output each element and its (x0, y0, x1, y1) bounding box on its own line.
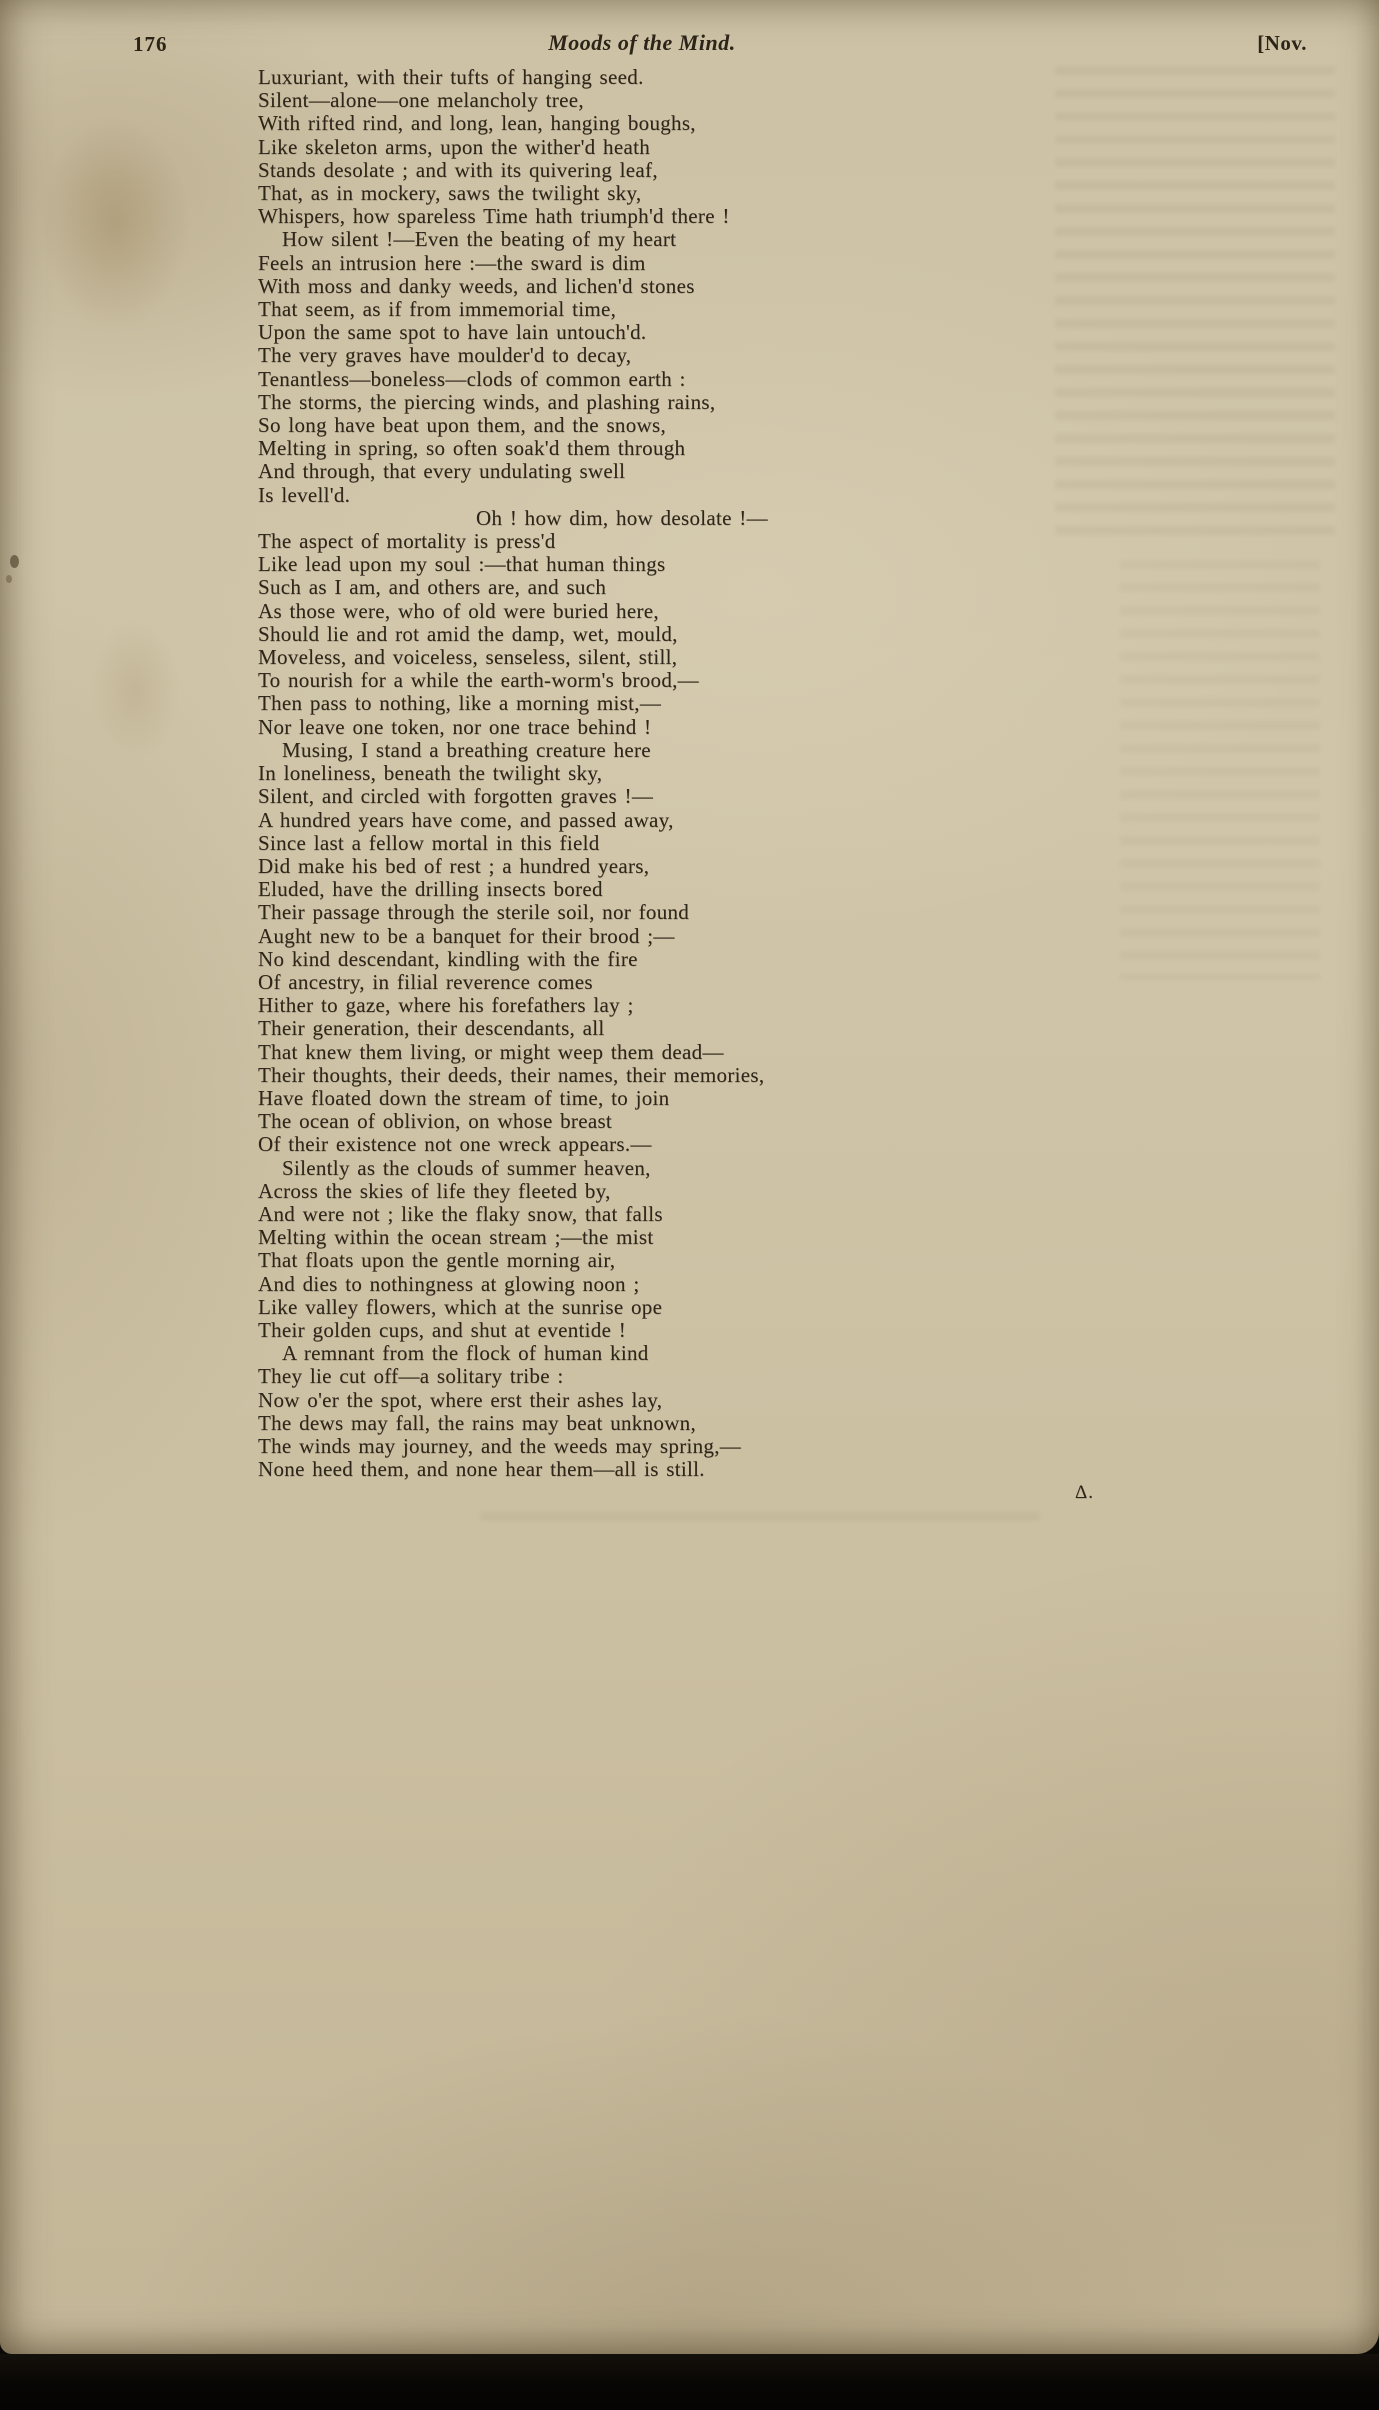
poem-line: With moss and danky weeds, and lichen'd stones (258, 273, 695, 298)
poem-line: The storms, the piercing winds, and plashing rains, (258, 389, 716, 414)
poem-line: Oh ! how dim, how desolate !— (476, 505, 768, 530)
poem-line: That floats upon the gentle morning air, (258, 1248, 616, 1273)
poem-line: Melting within the ocean stream ;—the mist (258, 1225, 654, 1250)
poem-line: No kind descendant, kindling with the fire (258, 946, 638, 971)
poem-line: Musing, I stand a breathing creature here (282, 737, 651, 762)
paper-stain (40, 120, 190, 330)
poem-line: Should lie and rot amid the damp, wet, mould, (258, 621, 678, 646)
poem-line: Like valley flowers, which at the sunrise ope (258, 1294, 663, 1319)
poem-line: The winds may journey, and the weeds may spring,— (258, 1433, 742, 1458)
scan-bottom-edge (0, 2354, 1379, 2410)
poem-line: Their golden cups, and shut at eventide ! (258, 1317, 627, 1342)
running-header (0, 30, 1379, 60)
poem-line: Since last a fellow mortal in this field (258, 830, 600, 855)
issue-month: [Nov. (1257, 31, 1307, 55)
poem-line: With rifted rind, and long, lean, hanging boughs, (258, 111, 696, 136)
ink-bleedthrough (480, 1512, 1040, 1532)
poem-line: A remnant from the flock of human kind (282, 1341, 649, 1366)
poem-line: Their passage through the sterile soil, nor found (258, 900, 690, 925)
poem-line: And through, that every undulating swell (258, 459, 626, 484)
ink-bleedthrough (1120, 560, 1320, 980)
poem-line: A hundred years have come, and passed away, (258, 807, 674, 832)
poem-line: How silent !—Even the beating of my heart (282, 227, 677, 252)
poem-line: Have floated down the stream of time, to join (258, 1085, 670, 1110)
poem-line: Silent, and circled with forgotten graves !— (258, 784, 654, 809)
poem-line: Luxuriant, with their tufts of hanging seed. (258, 65, 644, 89)
poem-line: And were not ; like the flaky snow, that falls (258, 1201, 663, 1226)
poem-line: Silent—alone—one melancholy tree, (258, 88, 584, 113)
poem-line: Melting in spring, so often soak'd them through (258, 436, 686, 461)
poem-line: Tenantless—boneless—clods of common earth : (258, 366, 686, 391)
poem-line: The ocean of oblivion, on whose breast (258, 1109, 613, 1134)
poem-line: Moveless, and voiceless, senseless, silent, still, (258, 645, 678, 670)
poem-line: Whispers, how spareless Time hath triumph'd there ! (258, 204, 730, 229)
poem-line: Is levell'd. (258, 482, 351, 507)
poem-line: The dews may fall, the rains may beat unknown, (258, 1410, 697, 1435)
author-signature: Δ. (1075, 1482, 1094, 1504)
poem-line: So long have beat upon them, and the snows, (258, 413, 667, 438)
poem-line: Hither to gaze, where his forefathers lay ; (258, 993, 634, 1018)
poem-line: That knew them living, or might weep them dead— (258, 1039, 724, 1064)
edge-speck (6, 575, 12, 583)
poem-line: Such as I am, and others are, and such (258, 575, 607, 600)
poem-line: Upon the same spot to have lain untouch'd. (258, 320, 647, 345)
poem-line: Their thoughts, their deeds, their names, their memories, (258, 1062, 765, 1087)
poem-body (258, 66, 1140, 1505)
poem-line: Aught new to be a banquet for their brood ;— (258, 923, 675, 948)
poem-line: Nor leave one token, nor one trace behind ! (258, 714, 652, 739)
poem-line: None heed them, and none hear them—all is still. (258, 1457, 705, 1482)
poem-line: The very graves have moulder'd to decay, (258, 343, 632, 368)
poem-line: To nourish for a while the earth-worm's brood,— (258, 668, 699, 693)
poem-line: Of their existence not one wreck appears.— (258, 1132, 652, 1157)
poem-line: Stands desolate ; and with its quivering leaf, (258, 157, 658, 182)
page-title: Moods of the Mind. (548, 30, 736, 55)
edge-speck (10, 555, 19, 568)
poem-line: And dies to nothingness at glowing noon ; (258, 1271, 640, 1296)
poem-line: The aspect of mortality is press'd (258, 529, 556, 554)
page-number: 176 (133, 32, 168, 56)
paper-stain (90, 620, 180, 760)
poem-line: Their generation, their descendants, all (258, 1016, 605, 1041)
poem-line: Like skeleton arms, upon the wither'd heath (258, 134, 650, 159)
poem-line: That, as in mockery, saws the twilight sky, (258, 181, 642, 206)
poem-line: They lie cut off—a solitary tribe : (258, 1364, 564, 1389)
poem-line: Silently as the clouds of summer heaven, (282, 1155, 651, 1180)
poem-line: Feels an intrusion here :—the sward is dim (258, 250, 646, 275)
poem-line: That seem, as if from immemorial time, (258, 297, 617, 322)
poem-line: Now o'er the spot, where erst their ashes lay, (258, 1387, 663, 1412)
poem-line: Like lead upon my soul :—that human things (258, 552, 666, 577)
poem-line: As those were, who of old were buried here, (258, 598, 659, 623)
poem-line: Then pass to nothing, like a morning mist,— (258, 691, 662, 716)
poem-line: Of ancestry, in filial reverence comes (258, 969, 593, 994)
poem-line: Did make his bed of rest ; a hundred years, (258, 853, 650, 878)
poem-line: Eluded, have the drilling insects bored (258, 877, 603, 902)
poem-line: In loneliness, beneath the twilight sky, (258, 761, 603, 786)
poem-line: Across the skies of life they fleeted by, (258, 1178, 611, 1203)
